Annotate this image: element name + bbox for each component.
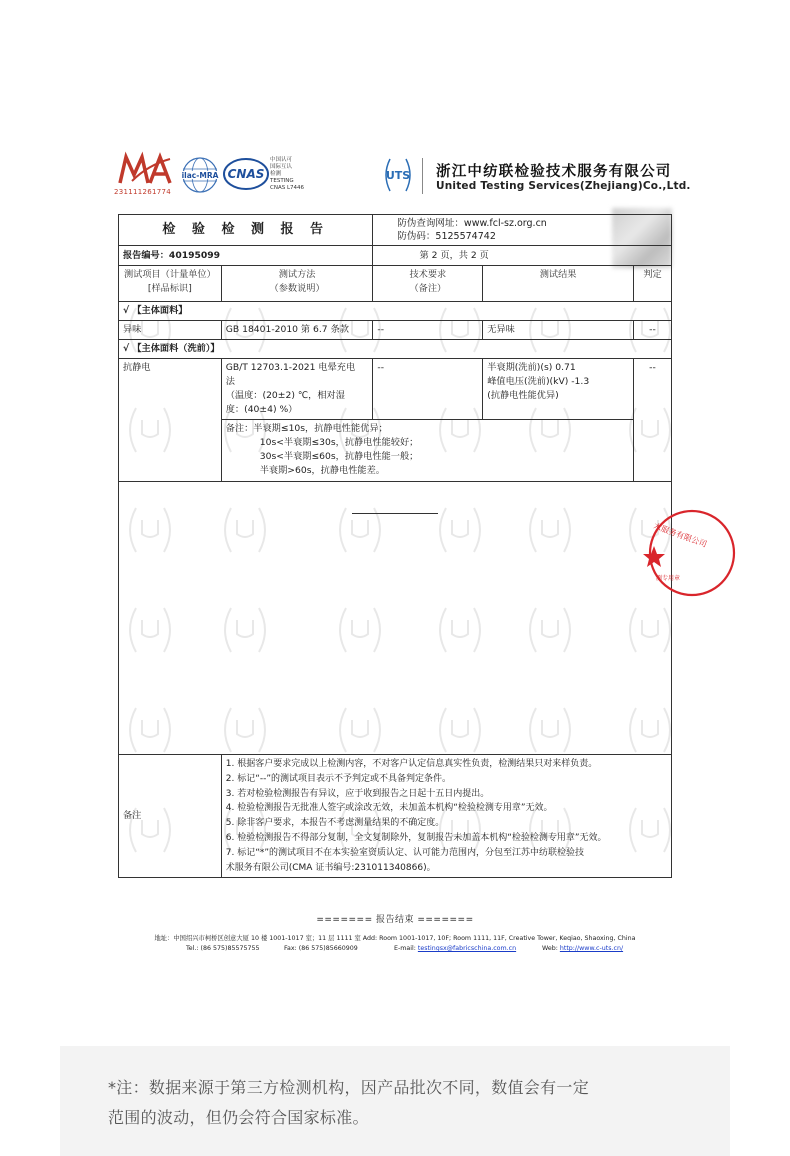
cnas-caption-line: CNAS L7446	[270, 185, 305, 191]
result-line: (抗静电性能优异)	[487, 390, 559, 401]
col-header-item	[119, 266, 222, 302]
notes-label: 备注	[119, 755, 222, 878]
ilac-text: ilac-MRA	[181, 171, 219, 180]
header-text: [样品标识]	[147, 283, 192, 294]
method-line: 度：(40±4) %）	[225, 404, 298, 415]
cell-item: 异味	[119, 321, 222, 340]
blank-area	[119, 482, 672, 755]
note-item: 术服务有限公司(CMA 证书编号:231011340866)。	[225, 862, 436, 873]
cell-requirement: --	[373, 321, 483, 340]
anti-fake-code: 防伪码：5125574742	[397, 231, 496, 242]
cma-logo	[118, 153, 176, 187]
disclaimer-text	[108, 1073, 708, 1133]
cell-requirement: --	[373, 359, 483, 420]
header-text: 技术要求	[409, 269, 447, 280]
cell-result	[483, 359, 634, 420]
result-line: 峰值电压(洗前)(kV) -1.3	[487, 376, 590, 387]
table-row	[119, 359, 672, 420]
cnas-caption-line: 检测	[270, 171, 282, 177]
remark-line: 半衰期>60s，抗静电性能差。	[259, 465, 385, 476]
web-link[interactable]: http://www.c-uts.cn/	[559, 945, 624, 952]
notes-row	[119, 755, 672, 878]
disclaimer-line: *注：数据来源于第三方检测机构，因产品批次不同，数值会有一定	[108, 1078, 590, 1097]
header-text: 测试方法	[278, 269, 316, 280]
note-item: 7. 标记“*”的测试项目不在本实验室资质认定、认可能力范围内，分包至江苏中纺联检验技	[225, 847, 585, 858]
note-item: 4. 检验检测报告无批准人签字或涂改无效，未加盖本机构“检验检测专用章”无效。	[225, 803, 553, 814]
web	[542, 945, 623, 952]
header-text: 测试项目（计量单位）	[123, 269, 216, 280]
tel: Tel.: (86 575)85575755	[186, 945, 260, 952]
report-number: 报告编号：40195099	[119, 246, 373, 266]
remark-line: 备注：半衰期≤10s，抗静电性能优异；	[225, 423, 388, 434]
table-row	[119, 321, 672, 340]
result-line: 半衰期(洗前)(s) 0.71	[487, 362, 576, 373]
note-item: 6. 检验检测报告不得部分复制，全文复制除外，复制报告未加盖本机构“检验检测专用章”无效。	[225, 832, 607, 843]
uts-logo	[380, 155, 416, 195]
anti-fake-info	[373, 215, 672, 246]
web-label: Web:	[542, 945, 560, 952]
note-item: 2. 标记“--”的测试项目表示不予判定或不具备判定条件。	[225, 773, 452, 784]
col-header-method	[221, 266, 373, 302]
table-header-row	[119, 266, 672, 302]
disclaimer-line: 范围的波动，但仍会符合国家标准。	[108, 1108, 369, 1127]
method-line: （温度：(20±2) ℃，相对湿	[225, 390, 345, 401]
email-link[interactable]: testingsx@fabricschina.com.cn	[417, 945, 517, 952]
cell-result: 无异味	[483, 321, 634, 340]
section-row	[119, 302, 672, 321]
cnas-caption-line: 国际互认	[270, 164, 293, 170]
uts-text: UTS	[385, 169, 411, 182]
col-header-requirement	[373, 266, 483, 302]
cell-judgement: --	[634, 359, 672, 482]
section-label-fabric: √ 【主体面料】	[119, 302, 672, 321]
cnas-text: CNAS	[227, 167, 265, 181]
separator-line	[352, 513, 438, 514]
note-item: 1. 根据客户要求完成以上检测内容，不对客户认定信息真实性负责，检测结果只对来样负责。	[225, 759, 598, 769]
page-indicator: 第 2 页，共 2 页	[373, 246, 672, 266]
remark-line: 10s<半衰期≤30s，抗静电性能较好；	[259, 437, 419, 448]
header-text: （参数说明）	[269, 283, 325, 294]
notes-list	[221, 755, 671, 878]
cnas-caption	[270, 157, 310, 192]
cnas-caption-line: TESTING	[270, 178, 294, 184]
col-header-judgement: 判定	[634, 266, 672, 302]
col-header-result: 测试结果	[483, 266, 634, 302]
cma-number: 231111261774	[114, 188, 172, 196]
cell-item: 抗静电	[119, 359, 222, 482]
company-name-cn: 浙江中纺联检验技术服务有限公司	[436, 164, 672, 180]
report-table	[118, 214, 672, 878]
anti-fake-url: 防伪查询网址：www.fcl-sz.org.cn	[397, 218, 547, 229]
method-line: GB/T 12703.1-2021 电晕充电	[225, 362, 356, 373]
ilac-mra-logo	[180, 155, 220, 195]
section-label-fabric-prewash: √ 【主体面料（洗前）】	[119, 340, 672, 359]
cell-judgement: --	[634, 321, 672, 340]
remark-cell	[221, 420, 633, 482]
cell-method: GB 18401-2010 第 6.7 条款	[221, 321, 373, 340]
report-title: 检 验 检 测 报 告	[119, 215, 373, 246]
email-label: E-mail:	[394, 945, 418, 952]
email	[394, 945, 516, 952]
official-stamp	[640, 508, 709, 598]
company-name-en: United Testing Services(Zhejiang)Co.,Ltd.	[436, 180, 691, 192]
note-item: 3. 若对检验检测报告有异议，应于收到报告之日起十五日内提出。	[225, 788, 490, 799]
section-row	[119, 340, 672, 359]
cnas-logo	[222, 157, 270, 191]
report-end: ======= 报告结束 =======	[316, 915, 474, 925]
remark-line: 30s<半衰期≤60s，抗静电性能一般；	[259, 451, 419, 462]
cnas-caption-line: 中国认可	[270, 157, 293, 163]
blank-area-row	[119, 482, 672, 755]
note-item: 5. 除非客户要求，本报告不考虑测量结果的不确定度。	[225, 818, 445, 829]
fax: Fax: (86 575)85660909	[284, 945, 358, 952]
stamp-text: 术服务有限公司	[652, 521, 709, 550]
header-text: （备注）	[409, 283, 447, 294]
address-line: 地址：中国绍兴市柯桥区创意大厦 10 楼 1001-1017 室；11 层 1111 室 Add: Room 1001-1017, 10F; Room 1111, 11F, Creative Tower, Keqiao, Shaoxing, China	[154, 935, 636, 942]
method-line: 法	[225, 376, 235, 387]
cell-method	[221, 359, 373, 420]
header-divider	[422, 158, 423, 194]
stamp-text-2: 测专用章	[656, 575, 681, 582]
